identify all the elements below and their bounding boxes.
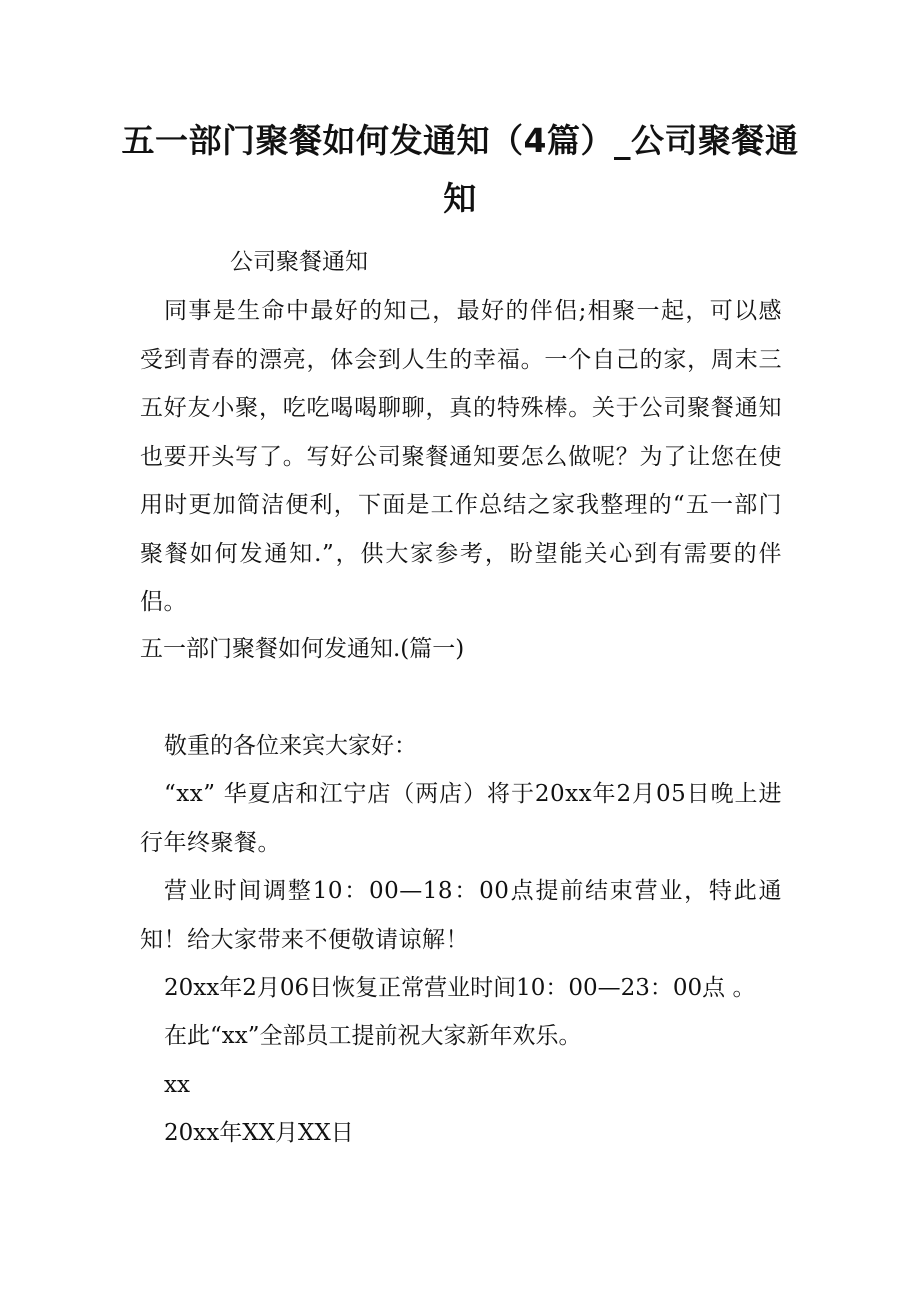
section-heading: 五一部门聚餐如何发通知.(篇一) — [140, 636, 465, 662]
intro-paragraph: 同事是生命中最好的知己，最好的伴侣;相聚一起，可以感受到青春的漂亮，体会到人生的幸福。一个自己的家，周末三五好友小聚，吃吃喝喝聊聊，真的特殊棒。关于公司聚餐通知也要开头写了。写好公司聚餐通知要怎么做呢？为了让您在使用时更加简洁便利，下面是工作总结之家我整理的“五一部门聚餐如何发通知.”，供大家参考，盼望能关心到有需要的伴侣。 — [140, 298, 782, 615]
signature: xx — [164, 1072, 190, 1098]
notice-paragraph-1: “xx” 华夏店和江宁店（两店）将于20xx年2月05日晚上进行年终聚餐。 — [140, 781, 782, 856]
greeting-line: 敬重的各位来宾大家好： — [164, 733, 417, 759]
wishes-line: 在此“xx”全部员工提前祝大家新年欢乐。 — [164, 1023, 582, 1049]
resume-hours-line: 20xx年2月06日恢复正常营业时间10：00—23：00点 。 — [164, 975, 756, 1001]
subtitle: 公司聚餐通知 — [230, 249, 368, 275]
document-title: 五一部门聚餐如何发通知（4篇）_公司聚餐通知 — [121, 121, 799, 218]
date-line: 20xx年XX月XX日 — [164, 1120, 354, 1146]
notice-paragraph-2: 营业时间调整10：00—18：00点提前结束营业，特此通知！给大家带来不便敬请谅解！ — [140, 878, 782, 953]
